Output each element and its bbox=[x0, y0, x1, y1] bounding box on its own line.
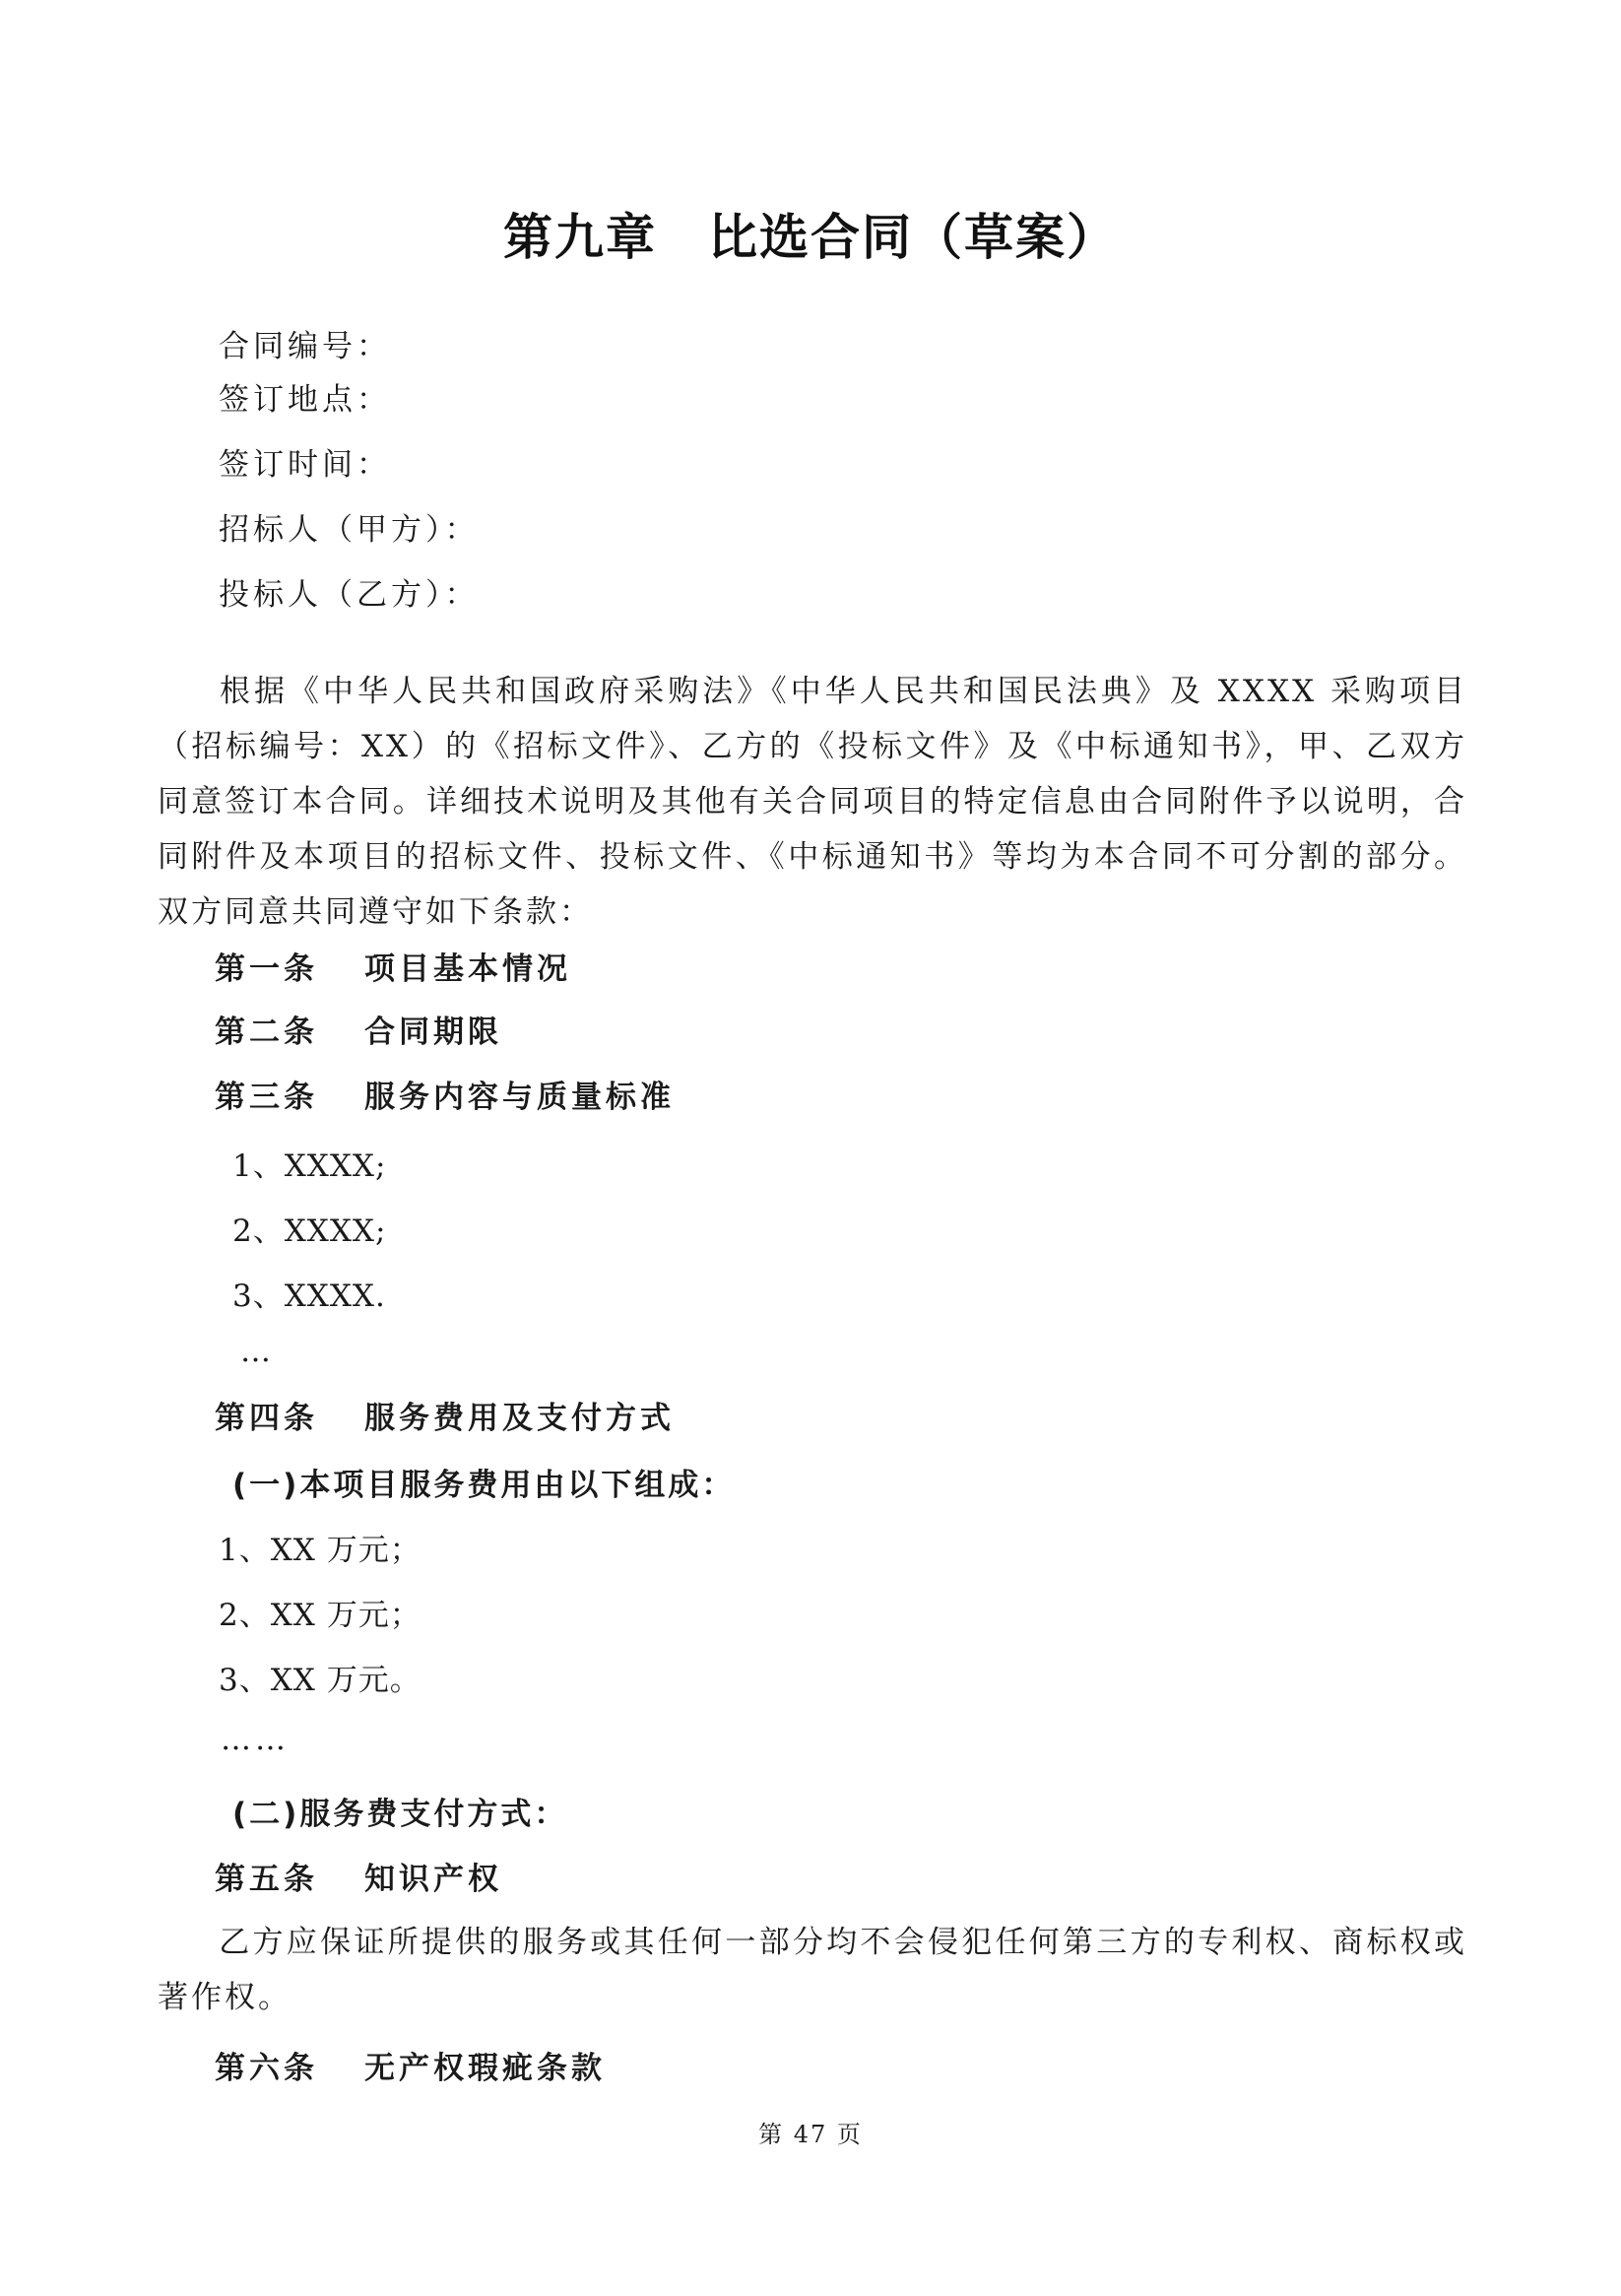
article-2-number: 第二条 bbox=[215, 1015, 318, 1050]
fee-item-3: 3、XX 万元。 bbox=[219, 1663, 421, 1698]
article-4-number: 第四条 bbox=[215, 1401, 318, 1436]
fee-payment-heading: (二)服务费支付方式： bbox=[232, 1797, 568, 1832]
fee-item-2: 2、XX 万元； bbox=[219, 1598, 421, 1633]
party-b-field: 投标人（乙方）： bbox=[219, 577, 480, 613]
article-4-heading bbox=[215, 1397, 675, 1440]
party-a-field: 招标人（甲方）： bbox=[219, 512, 480, 548]
signing-place-field: 签订地点： bbox=[219, 382, 391, 418]
article-3-heading bbox=[215, 1076, 675, 1119]
page-title: 第九章 比选合同（草案） bbox=[503, 209, 1118, 266]
service-item-3: 3、XXXX. bbox=[232, 1279, 386, 1314]
signing-time-field: 签订时间： bbox=[219, 447, 391, 483]
article-6-heading bbox=[215, 2047, 606, 2090]
article-6-title: 无产权瑕疵条款 bbox=[364, 2051, 606, 2086]
fee-item-1: 1、XX 万元； bbox=[219, 1533, 421, 1568]
service-ellipsis: … bbox=[240, 1334, 275, 1369]
article-3-title: 服务内容与质量标准 bbox=[364, 1080, 675, 1115]
article-1-heading bbox=[215, 948, 571, 991]
article-1-title: 项目基本情况 bbox=[364, 951, 571, 987]
page-number: 第 47 页 bbox=[758, 2121, 863, 2148]
contract-number-field: 合同编号： bbox=[219, 329, 391, 364]
article-5-number: 第五条 bbox=[215, 1862, 318, 1897]
ip-text: 乙方应保证所提供的服务或其任何一部分均不会侵犯任何第三方的专利权、商标权或著作权。 bbox=[158, 1925, 1467, 2015]
service-item-2: 2、XXXX; bbox=[232, 1214, 387, 1249]
fee-composition-heading: (一)本项目服务费用由以下组成： bbox=[232, 1468, 736, 1503]
service-item-1: 1、XXXX; bbox=[232, 1148, 387, 1184]
article-5-heading bbox=[215, 1858, 502, 1901]
article-5-title: 知识产权 bbox=[364, 1862, 502, 1897]
ip-paragraph bbox=[158, 1915, 1467, 2025]
intro-text: 根据《中华人民共和国政府采购法》《中华人民共和国民法典》及 XXXX 采购项目（招标编号：XX）的《招标文件》、乙方的《投标文件》及《中标通知书》，甲、乙双方同意签订本合同。详细技术说明及其他有关合同项目的特定信息由合同附件予以说明，合同附件及本项目的招标文件、投标文件、《中标通知书》等均为本合同不可分割的部分。双方同意共同遵守如下条款： bbox=[158, 674, 1467, 930]
intro-paragraph bbox=[158, 664, 1467, 940]
article-3-number: 第三条 bbox=[215, 1080, 318, 1115]
fee-ellipsis: …… bbox=[221, 1722, 290, 1757]
article-1-number: 第一条 bbox=[215, 951, 318, 987]
article-2-heading bbox=[215, 1011, 502, 1054]
article-4-title: 服务费用及支付方式 bbox=[364, 1401, 675, 1436]
article-2-title: 合同期限 bbox=[364, 1015, 502, 1050]
article-6-number: 第六条 bbox=[215, 2051, 318, 2086]
